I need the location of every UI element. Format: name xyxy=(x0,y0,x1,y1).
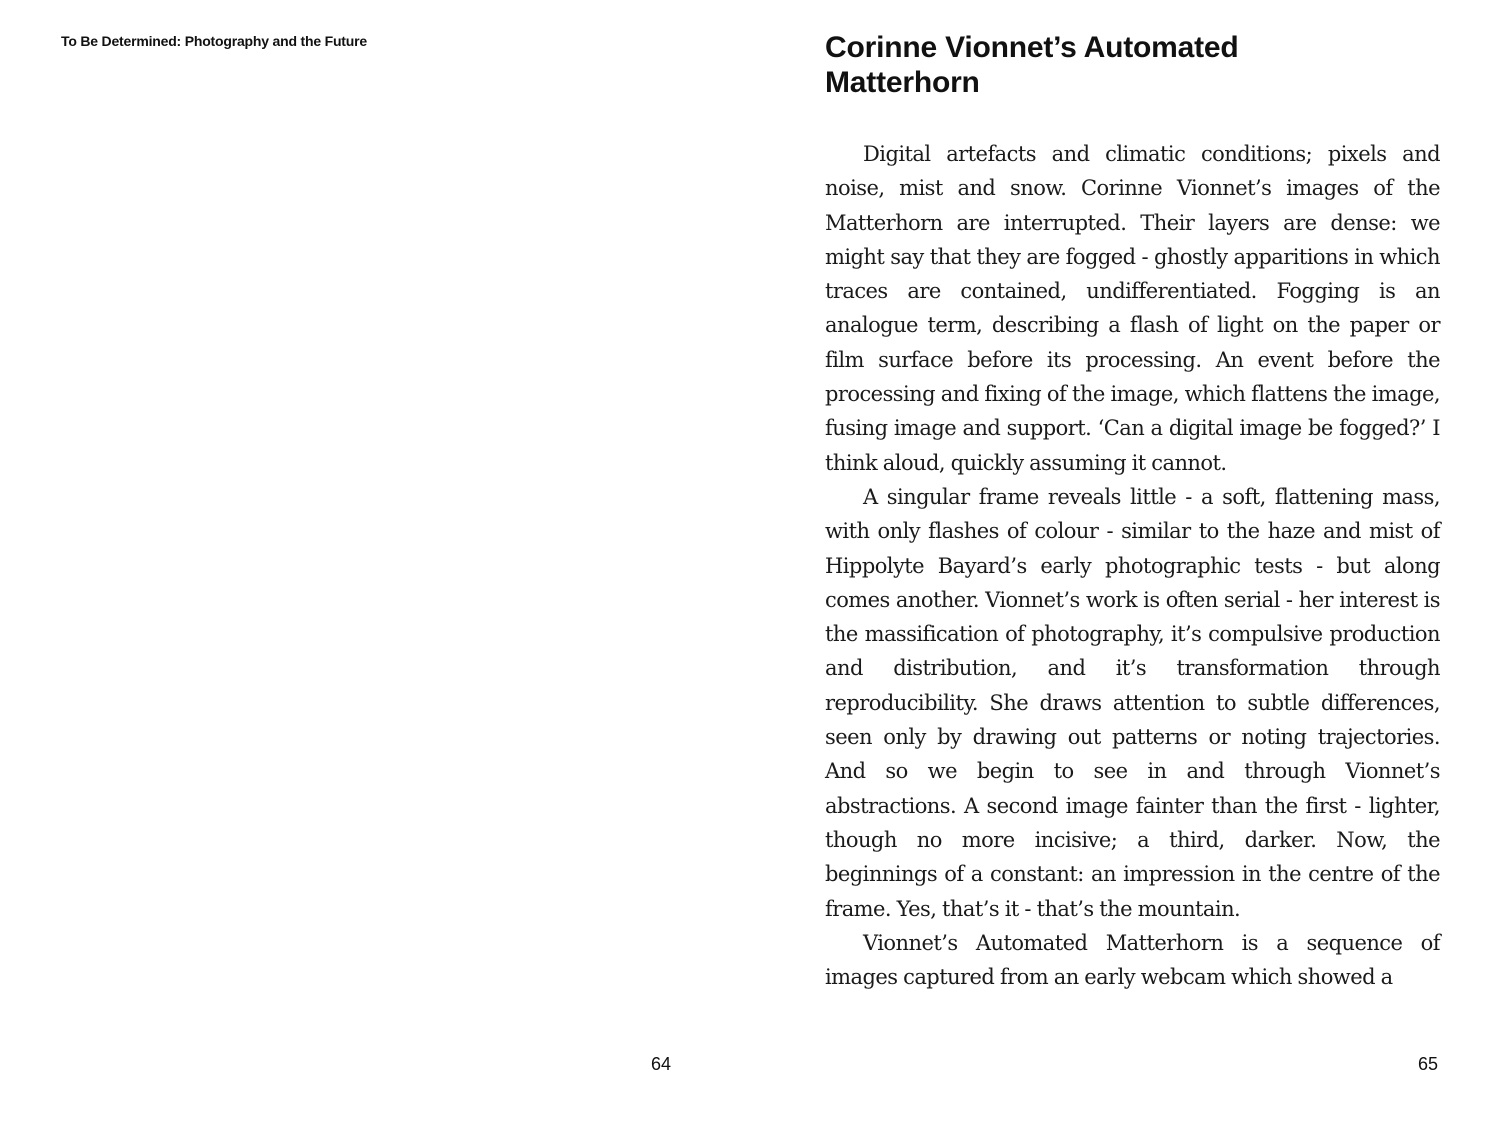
right-page xyxy=(750,0,1500,1125)
paragraph-1: Digital artefacts and climatic conditions; pixels and noise, mist and snow. Corinne Vionnet’s images of the Matterhorn are interrupted. Their layers are dense: we might say that they are fogged - ghostly apparitions in which traces are contained, undifferentiated. Fogging is an analogue term, describing a flash of light on the paper or film surface before its processing. An event before the processing and fixing of the image, which flattens the image, fusing image and support. ‘Can a digital image be fogged?’ I think aloud, quickly assuming it cannot. xyxy=(825,142,1440,475)
paragraph-2: A singular frame reveals little - a soft, flattening mass, with only flashes of colour - similar to the haze and mist of Hippolyte Bayard’s early photographic tests - but along comes another. Vionnet’s work is often serial - her interest is the massification of photography, it’s compulsive production and distribution, and it’s transformation through reproducibility. She draws attention to subtle differences, seen only by drawing out patterns or noting trajectories. And so we begin to see in and through Vionnet’s abstractions. A second image fainter than the first - lighter, though no more incisive; a third, darker. Now, the beginnings of a constant: an impression in the centre of the frame. Yes, that’s it - that’s the mountain. xyxy=(825,484,1440,921)
body-text xyxy=(825,137,1440,994)
page-number-left: 64 xyxy=(651,1054,672,1074)
running-head: To Be Determined: Photography and the Future xyxy=(61,33,367,49)
page-number-right: 65 xyxy=(1418,1054,1439,1074)
chapter-title: Corinne Vionnet’s Automated Matterhorn xyxy=(825,31,1239,99)
paragraph-3: Vionnet’s Automated Matterhorn is a sequence of images captured from an early webcam which showed a xyxy=(825,930,1440,990)
